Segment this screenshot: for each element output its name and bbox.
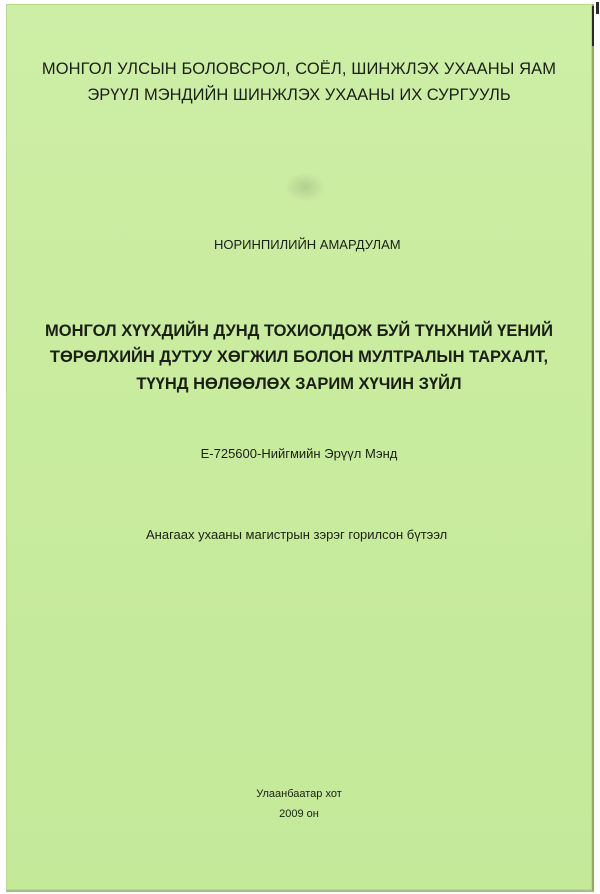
university-heading: ЭРҮҮЛ МЭНДИЙН ШИНЖЛЭХ УХААНЫ ИХ СУРГУУЛЬ: [87, 86, 511, 104]
ministry-heading: МОНГОЛ УЛСЫН БОЛОВСРОЛ, СОЁЛ, ШИНЖЛЭХ УХААНЫ ЯАМ: [41, 60, 557, 78]
book-cover: [6, 4, 594, 892]
degree-statement: Анагаах ухааны магистрын зэрэг горилсон бүтээл: [146, 527, 448, 542]
specialty-code: Е-725600-Нийгмийн Эрүүл Мэнд: [200, 446, 398, 461]
thesis-title-line-3: ТҮҮНД НӨЛӨӨЛӨХ ЗАРИМ ХҮЧИН ЗҮЙЛ: [136, 375, 462, 393]
author-name: НОРИНПИЛИЙН АМАРДУЛАМ: [214, 237, 401, 252]
scan-fleck: [596, 2, 599, 14]
publication-city: Улаанбаатар хот: [256, 788, 342, 800]
publication-year: 2009 он: [279, 808, 319, 820]
scan-fleck: [592, 6, 594, 46]
thesis-title-line-1: МОНГОЛ ХҮҮХДИЙН ДУНД ТОХИОЛДОЖ БУЙ ТҮНХНИЙ ҮЕНИЙ: [44, 322, 553, 340]
thesis-title-line-2: ТӨРӨЛХИЙН ДУТУУ ХӨГЖИЛ БОЛОН МУЛТРАЛЫН ТАРХАЛТ,: [49, 348, 549, 366]
cover-smudge: [284, 172, 326, 202]
